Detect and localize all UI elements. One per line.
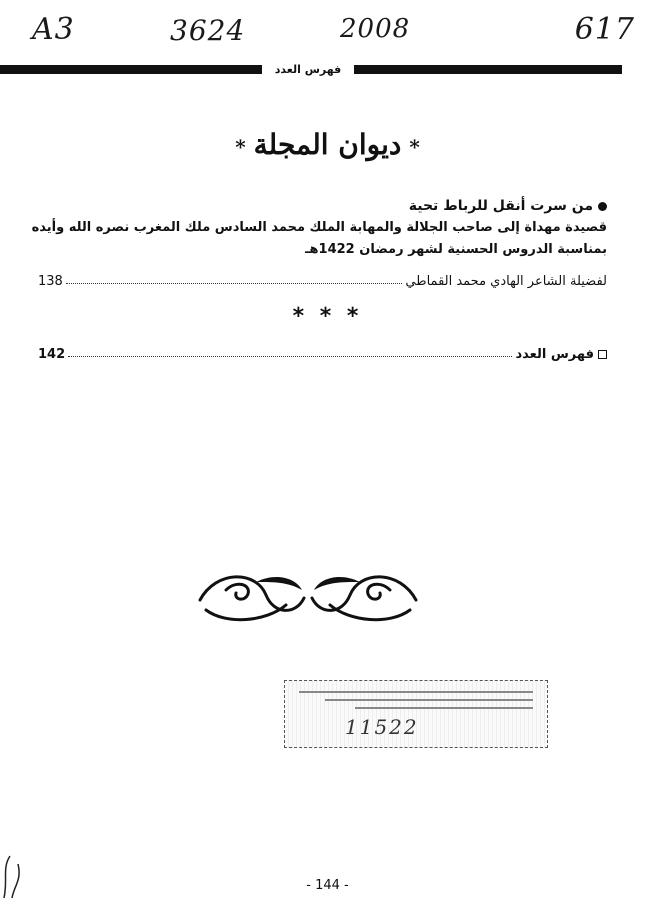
page-number: - 144 - xyxy=(306,878,349,893)
header-title: فهرس العدد xyxy=(274,63,342,76)
entry-page: 138 xyxy=(38,274,63,289)
star-icon: * xyxy=(235,134,246,159)
dot-leader xyxy=(68,356,512,357)
entry-occasion: بمناسبة الدروس الحسنية لشهر رمضان 1422هـ xyxy=(305,242,607,257)
stamp-line xyxy=(325,699,533,701)
header-bar-right xyxy=(354,65,622,74)
index-label-text: فهرس العدد xyxy=(515,347,594,362)
dot-leader xyxy=(66,283,403,284)
bullet-icon xyxy=(598,202,607,211)
toc-row-author xyxy=(38,269,607,289)
index-label xyxy=(515,347,607,362)
flourish-ornament-icon xyxy=(196,560,420,630)
section-divider: * * * xyxy=(292,304,363,329)
section-title xyxy=(0,128,655,161)
entry-description: قصيدة مهداة إلى صاحب الجلالة والمهابة الملك محمد السادس ملك المغرب نصره الله وأيده xyxy=(31,220,607,235)
handwritten-number: 3624 xyxy=(170,14,246,47)
stamp-line xyxy=(299,691,533,693)
stamp-line xyxy=(355,707,533,709)
library-stamp xyxy=(284,680,548,748)
entry-title-text: من سرت أنقل للرباط تحية xyxy=(408,198,593,214)
toc-row-index xyxy=(38,342,607,362)
running-header xyxy=(0,62,622,78)
square-bullet-icon xyxy=(598,350,607,359)
index-page: 142 xyxy=(38,347,66,362)
header-bar-left xyxy=(0,65,262,74)
handwritten-code: A3 xyxy=(32,12,75,47)
handwritten-date: 2008 xyxy=(340,14,411,44)
stamp-digits: 11522 xyxy=(345,715,419,739)
handwritten-ref: 617 xyxy=(574,12,635,47)
section-title-text: ديوان المجلة xyxy=(253,128,402,161)
star-icon: * xyxy=(409,134,420,159)
entry-title xyxy=(409,196,607,216)
entry-author: لفضيلة الشاعر الهادي محمد القماطي xyxy=(405,274,607,289)
